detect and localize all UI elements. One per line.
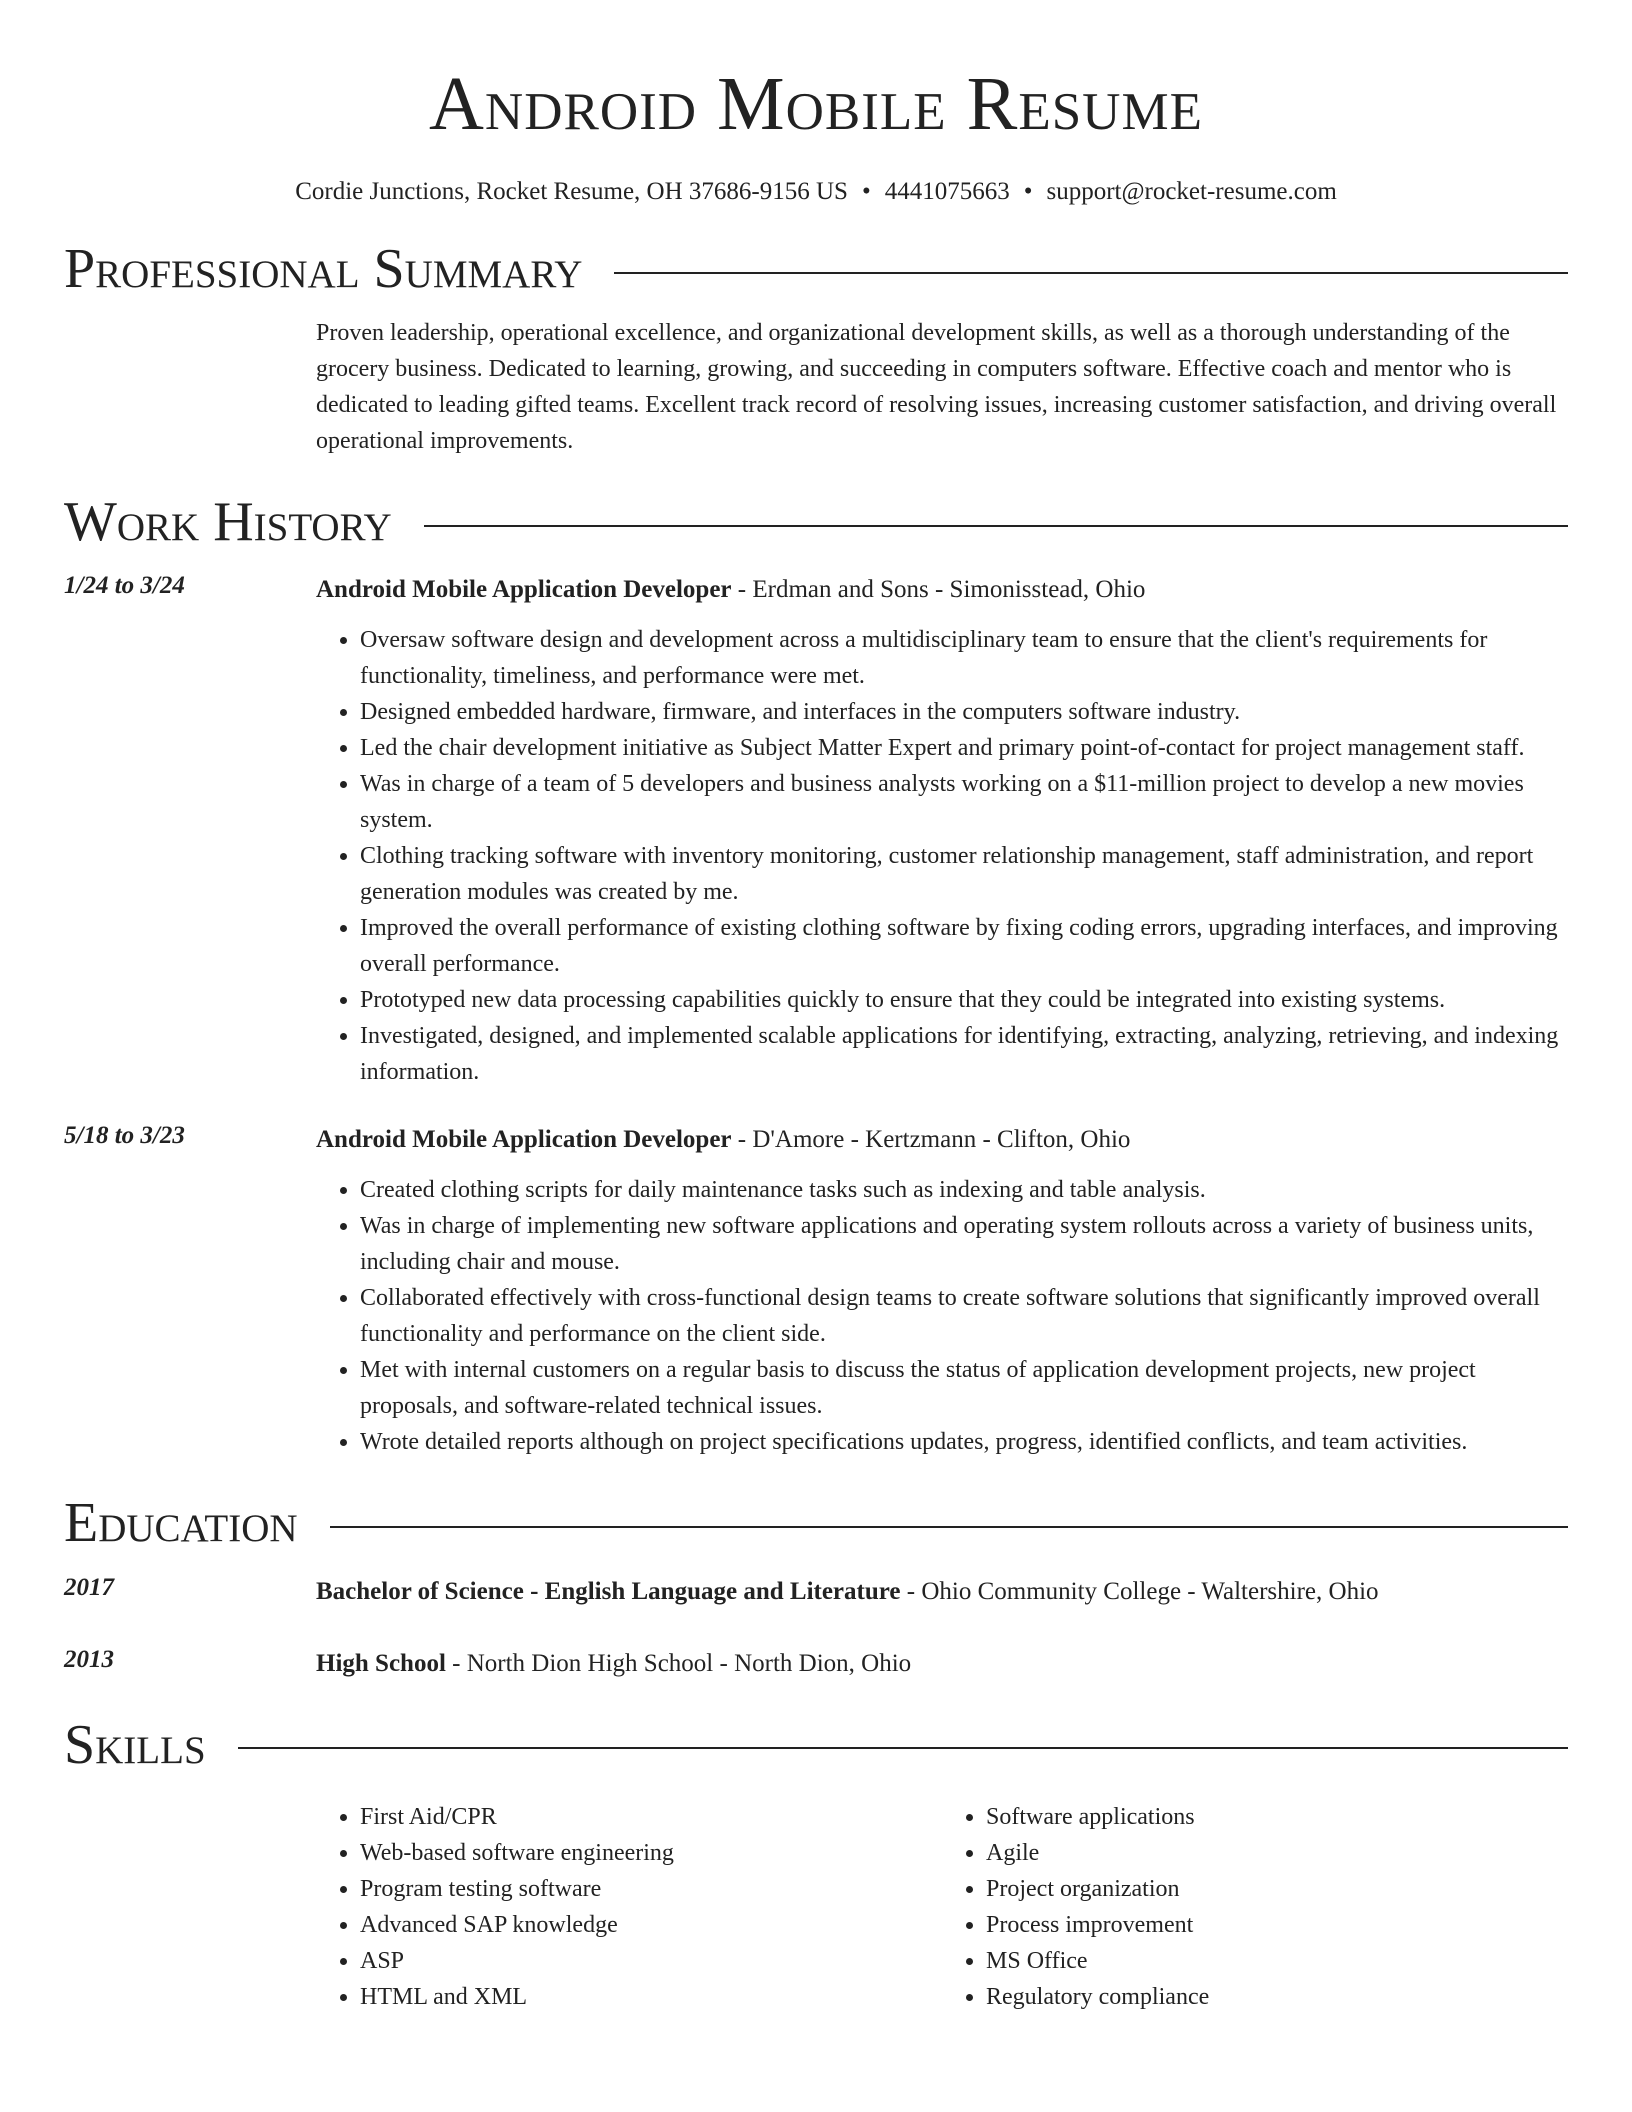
list-item: • Improved the overall performance of existing clothing software by fixing coding errors, upgrading interfaces, and improving overall performance. — [360, 910, 1568, 982]
list-item: • Was in charge of implementing new software applications and operating system rollouts across a variety of business units, including chair and mouse. — [360, 1208, 1568, 1280]
skill-item: • HTML and XML — [360, 1979, 942, 2015]
list-item: • Wrote detailed reports although on project specifications updates, progress, identified conflicts, and team activities. — [360, 1424, 1568, 1460]
education-details: - Ohio Community College - Waltershire, Ohio — [900, 1577, 1379, 1605]
job-details: - Erdman and Sons - Simonisstead, Ohio — [731, 576, 1146, 604]
contact-line — [64, 178, 1568, 206]
contact-email: support@rocket-resume.com — [1046, 178, 1337, 205]
skill-item: • Agile — [986, 1835, 1568, 1871]
job-bullets — [316, 1172, 1568, 1460]
list-item: • Collaborated effectively with cross-functional design teams to create software solutions that significantly improved overall functionality and performance on the client side. — [360, 1280, 1568, 1352]
contact-address: Cordie Junctions, Rocket Resume, OH 37686-9156 US — [295, 178, 848, 205]
job-bullets — [316, 622, 1568, 1090]
list-item: • Was in charge of a team of 5 developers and business analysts working on a $11-million project to develop a new movies system. — [360, 766, 1568, 838]
resume-title: Android Mobile Resume — [429, 62, 1203, 146]
education-entry — [64, 1574, 1568, 1610]
skill-item: • Program testing software — [360, 1871, 942, 1907]
education-section — [64, 1490, 1568, 1681]
skill-item: • Regulatory compliance — [986, 1979, 1568, 2015]
list-item: • Clothing tracking software with inventory monitoring, customer relationship management, staff administration, and report generation modules was created by me. — [360, 838, 1568, 910]
skills-column-right — [942, 1799, 1568, 2015]
summary-heading: Professional Summary — [64, 238, 583, 300]
job-dates: 5/18 to 3/23 — [64, 1122, 185, 1150]
job-heading — [316, 572, 1568, 608]
education-entry — [64, 1646, 1568, 1682]
summary-header — [64, 236, 1568, 303]
job-dates: 1/24 to 3/24 — [64, 572, 185, 600]
list-item: • Designed embedded hardware, firmware, and interfaces in the computers software industry. — [360, 694, 1568, 730]
job-body — [316, 1122, 1568, 1460]
skill-item: • ASP — [360, 1943, 942, 1979]
contact-separator: • — [1023, 178, 1033, 205]
job-entry — [64, 1122, 1568, 1460]
education-heading: Education — [64, 1492, 298, 1555]
education-details: - North Dion High School - North Dion, Ohio — [445, 1649, 912, 1677]
job-details: - D'Amore - Kertzmann - Clifton, Ohio — [731, 1126, 1131, 1154]
list-item: • Created clothing scripts for daily maintenance tasks such as indexing and table analysis. — [360, 1172, 1568, 1208]
skill-item: • Process improvement — [986, 1907, 1568, 1943]
skills-column-left — [316, 1799, 942, 2015]
work-heading: Work History — [64, 491, 392, 554]
skill-item: • Web-based software engineering — [360, 1835, 942, 1871]
skill-item: • MS Office — [986, 1943, 1568, 1979]
education-degree: High School — [316, 1649, 446, 1677]
job-entry — [64, 572, 1568, 1090]
skills-section — [64, 1712, 1568, 2015]
education-year: 2013 — [64, 1645, 114, 1673]
skill-item: • Software applications — [986, 1799, 1568, 1835]
section-rule — [424, 525, 1568, 527]
list-item: • Prototyped new data processing capabilities quickly to ensure that they could be integrated into existing systems. — [360, 982, 1568, 1018]
job-role: Android Mobile Application Developer — [316, 1126, 732, 1154]
summary-section — [64, 236, 1568, 459]
education-year: 2017 — [64, 1573, 114, 1601]
contact-phone: 4441075663 — [884, 178, 1010, 205]
education-body — [316, 1574, 1568, 1610]
job-body — [316, 572, 1568, 1090]
section-rule — [614, 272, 1568, 274]
work-section — [64, 489, 1568, 1460]
skills-heading: Skills — [64, 1713, 206, 1776]
skills-list — [64, 1799, 1568, 2015]
skill-item: • Advanced SAP knowledge — [360, 1907, 942, 1943]
skill-item: • Project organization — [986, 1871, 1568, 1907]
list-item: • Led the chair development initiative as Subject Matter Expert and primary point-of-contact for project management staff. — [360, 730, 1568, 766]
section-rule — [330, 1526, 1568, 1528]
work-header — [64, 489, 1568, 556]
section-rule — [238, 1747, 1568, 1749]
skills-header — [64, 1712, 1568, 1779]
education-body — [316, 1646, 1568, 1682]
education-degree: Bachelor of Science - English Language and Literature — [316, 1577, 901, 1605]
job-role: Android Mobile Application Developer — [316, 576, 732, 604]
job-heading — [316, 1122, 1568, 1158]
education-header — [64, 1490, 1568, 1557]
list-item: • Met with internal customers on a regular basis to discuss the status of application development projects, new project proposals, and software-related technical issues. — [360, 1352, 1568, 1424]
summary-text: Proven leadership, operational excellence, and organizational development skills, as well as a thorough understanding of the grocery business. Dedicated to learning, growing, and succeeding in computers software. Effective coach and mentor who is dedicated to leading gifted teams. Excellent track record of resolving issues, increasing customer satisfaction, and driving overall operational improvements. — [316, 320, 1557, 455]
list-item: • Investigated, designed, and implemented scalable applications for identifying, extracting, analyzing, retrieving, and indexing information. — [360, 1018, 1568, 1090]
skill-item: • First Aid/CPR — [360, 1799, 942, 1835]
contact-separator: • — [861, 178, 871, 205]
list-item: • Oversaw software design and development across a multidisciplinary team to ensure that the client's requirements for functionality, timeliness, and performance were met. — [360, 622, 1568, 694]
